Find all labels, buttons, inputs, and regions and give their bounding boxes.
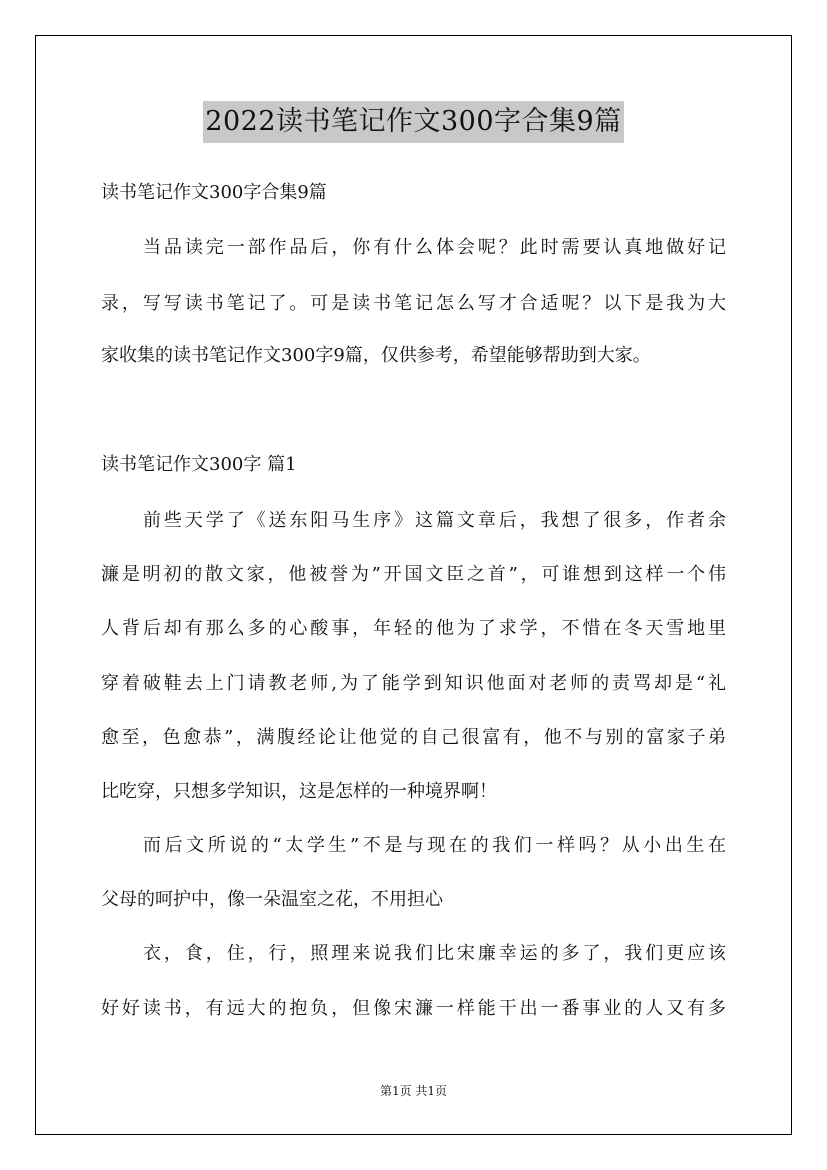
document-title: 2022读书笔记作文300字合集9篇 — [203, 101, 623, 143]
paragraph-line: 穿着破鞋去上门请教老师,为了能学到知识他面对老师的责骂却是“礼 — [101, 673, 726, 694]
intro-line: 当品读完一部作品后，你有什么体会呢？此时需要认真地做好记 — [143, 237, 726, 258]
paragraph-line: 好好读书，有远大的抱负，但像宋濂一样能干出一番事业的人又有多 — [101, 998, 726, 1019]
paragraph-line: 濂是明初的散文家，他被誉为”开国文臣之首”，可谁想到这样一个伟 — [101, 564, 726, 585]
paragraph-line: 比吃穿，只想多学知识，这是怎样的一种境界啊！ — [101, 781, 497, 802]
paragraph-line: 衣，食，住，行，照理来说我们比宋廉幸运的多了，我们更应该 — [143, 943, 726, 964]
page-footer: 第1页 共1页 — [379, 1084, 448, 1098]
title-container — [0, 101, 827, 143]
paragraph-line: 而后文所说的“太学生”不是与现在的我们一样吗？从小出生在 — [143, 835, 726, 856]
paragraph-line: 前些天学了《送东阳马生序》这篇文章后，我想了很多，作者余 — [143, 510, 726, 531]
intro-line: 家收集的读书笔记作文300字9篇，仅供参考，希望能够帮助到大家。 — [101, 345, 651, 366]
document-subtitle: 读书笔记作文300字合集9篇 — [101, 182, 327, 203]
paragraph-line: 人背后却有那么多的心酸事，年轻的他为了求学，不惜在冬天雪地里 — [101, 618, 726, 639]
paragraph-line: 父母的呵护中，像一朵温室之花，不用担心 — [101, 889, 443, 910]
section-heading: 读书笔记作文300字 篇1 — [101, 454, 297, 475]
paragraph-line: 愈至，色愈恭”，满腹经论让他觉的自己很富有，他不与别的富家子弟 — [101, 727, 726, 748]
intro-line: 录，写写读书笔记了。可是读书笔记怎么写才合适呢？以下是我为大 — [101, 293, 726, 314]
